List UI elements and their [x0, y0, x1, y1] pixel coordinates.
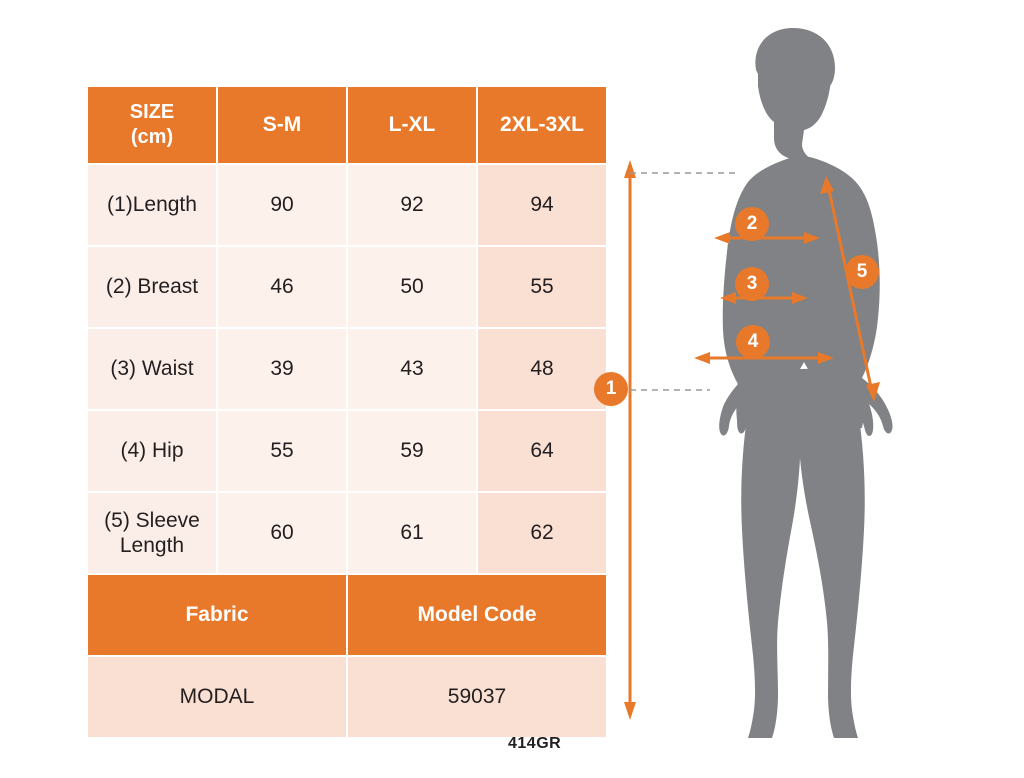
cell-breast-sm: 46: [217, 246, 347, 328]
table-header-row: [87, 86, 607, 164]
marker-5-sleeve-length: 5: [845, 255, 879, 289]
marker-2-breast: 2: [735, 207, 769, 241]
cell-sleeve-lxl: 61: [347, 492, 477, 574]
size-chart-table: [86, 85, 608, 739]
cell-length-2xl3xl: 94: [477, 164, 607, 246]
row-label-sleeve-line2: Length: [119, 534, 185, 557]
cell-breast-lxl: 50: [347, 246, 477, 328]
header-size-cm: [87, 86, 217, 164]
table-row: [87, 410, 607, 492]
female-silhouette: [719, 28, 892, 738]
cell-length-sm: 90: [217, 164, 347, 246]
cell-sleeve-2xl3xl: 62: [477, 492, 607, 574]
breast-arrow-left: [714, 232, 730, 244]
footer-value-model-code: 59037: [347, 656, 607, 738]
table-row: [87, 328, 607, 410]
model-tag: 414GR: [508, 735, 562, 752]
cell-breast-2xl3xl: 55: [477, 246, 607, 328]
row-label-waist: (3) Waist: [87, 328, 217, 410]
header-size-sm: S-M: [217, 86, 347, 164]
table-footer-value-row: [87, 656, 607, 738]
marker-4-hip: 4: [736, 325, 770, 359]
marker-1-length: 1: [594, 372, 628, 406]
table-row: [87, 164, 607, 246]
header-size-2xl3xl: 2XL-3XL: [477, 86, 607, 164]
footer-value-fabric: MODAL: [87, 656, 347, 738]
row-label-sleeve-length: [87, 492, 217, 574]
row-label-length: (1)Length: [87, 164, 217, 246]
footer-header-model-code: Model Code: [347, 574, 607, 656]
measurement-figure: [590, 10, 1010, 760]
table-row: [87, 246, 607, 328]
length-arrow-top: [624, 160, 636, 178]
figure-silhouette-svg: [590, 10, 1010, 760]
cell-waist-sm: 39: [217, 328, 347, 410]
header-size-line2: (cm): [130, 126, 174, 148]
row-label-sleeve-line1: (5) Sleeve: [104, 508, 200, 532]
cell-hip-2xl3xl: 64: [477, 410, 607, 492]
table-footer-header-row: [87, 574, 607, 656]
row-label-hip: (4) Hip: [87, 410, 217, 492]
marker-3-waist: 3: [735, 267, 769, 301]
length-arrow-bottom: [624, 702, 636, 720]
cell-hip-sm: 55: [217, 410, 347, 492]
header-size-lxl: L-XL: [347, 86, 477, 164]
table-row: [87, 492, 607, 574]
table-body: [87, 164, 607, 738]
footer-header-fabric: Fabric: [87, 574, 347, 656]
cell-sleeve-sm: 60: [217, 492, 347, 574]
cell-length-lxl: 92: [347, 164, 477, 246]
row-label-breast: (2) Breast: [87, 246, 217, 328]
header-size-line1: SIZE: [129, 101, 175, 123]
cell-waist-lxl: 43: [347, 328, 477, 410]
cell-hip-lxl: 59: [347, 410, 477, 492]
hip-arrow-left: [694, 352, 710, 364]
table-header: [87, 86, 607, 164]
cell-waist-2xl3xl: 48: [477, 328, 607, 410]
